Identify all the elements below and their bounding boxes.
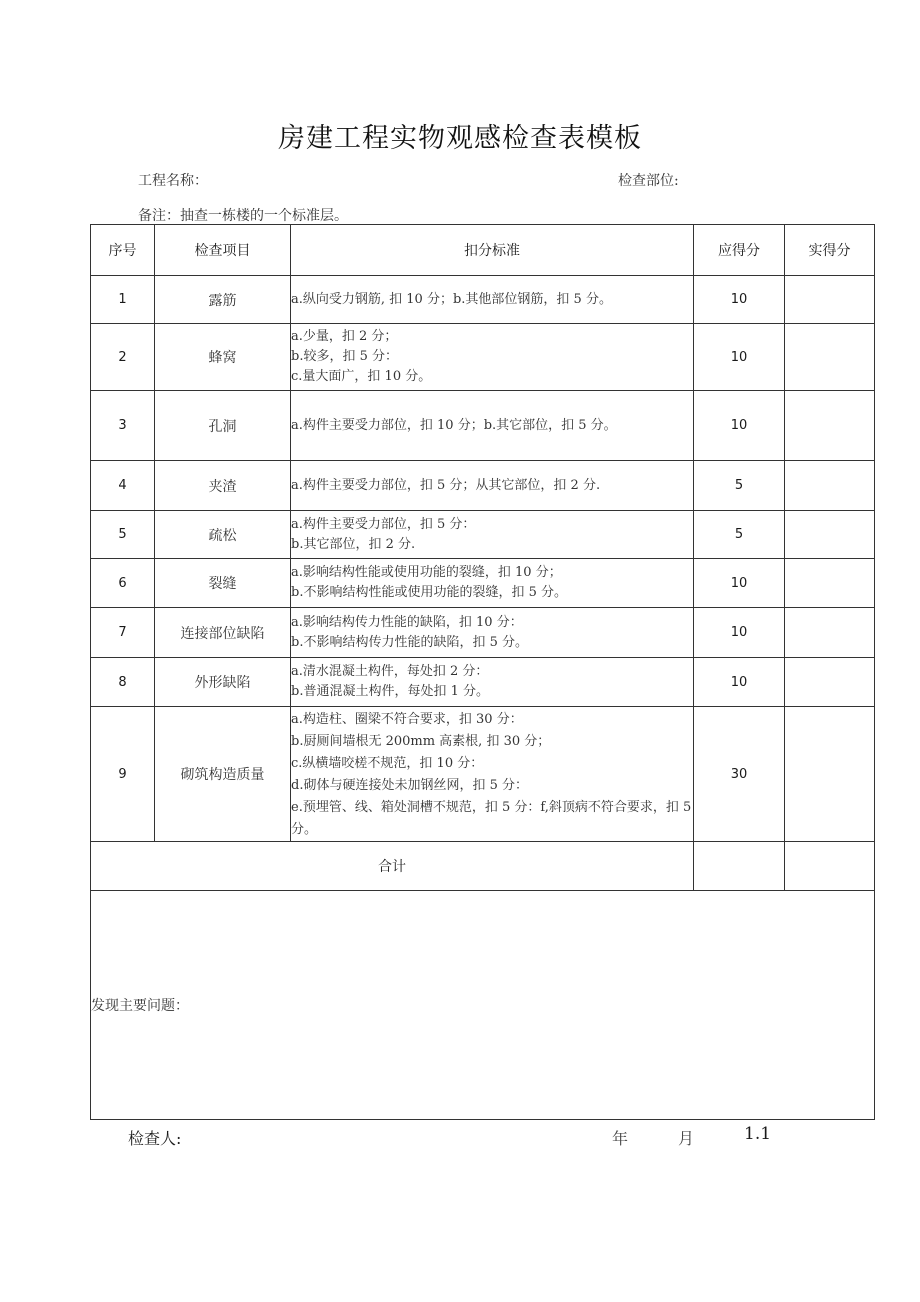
table-row <box>91 511 875 559</box>
row-item: 夹渣 <box>155 461 291 511</box>
row-item: 裂缝 <box>155 559 291 608</box>
row-actual-score[interactable] <box>785 608 875 658</box>
problems-field[interactable] <box>91 891 875 1120</box>
row-item: 孔洞 <box>155 391 291 461</box>
criteria-line: d.砌体与硬连接处未加钢丝网，扣 5 分： <box>291 778 528 793</box>
row-actual-score[interactable] <box>785 707 875 842</box>
row-item: 露筋 <box>155 276 291 324</box>
row-due-score: 5 <box>694 511 785 559</box>
header-actual-score: 实得分 <box>785 225 875 276</box>
header-item: 检查项目 <box>155 225 291 276</box>
row-index: 4 <box>91 461 155 511</box>
row-due-score: 30 <box>694 707 785 842</box>
row-due-score: 10 <box>694 559 785 608</box>
row-item: 蜂窝 <box>155 324 291 391</box>
criteria-line: b.厨厕间墙根无 200mm 高素根, 扣 30 分； <box>291 734 551 749</box>
row-item: 连接部位缺陷 <box>155 608 291 658</box>
row-index: 8 <box>91 658 155 707</box>
total-due-score[interactable] <box>694 842 785 891</box>
row-actual-score[interactable] <box>785 276 875 324</box>
row-criteria <box>291 658 694 707</box>
table-row <box>91 707 875 842</box>
project-name-label: 工程名称： <box>138 173 208 189</box>
row-criteria <box>291 324 694 391</box>
header-index: 序号 <box>91 225 155 276</box>
total-row <box>91 842 875 891</box>
row-actual-score[interactable] <box>785 324 875 391</box>
row-actual-score[interactable] <box>785 391 875 461</box>
row-item: 外形缺陷 <box>155 658 291 707</box>
criteria-line: e.预埋管、线、箱处洞槽不规范，扣 5 分：f,斜顶病不符合要求，扣 5 分。 <box>291 800 692 837</box>
row-due-score: 10 <box>694 658 785 707</box>
row-criteria <box>291 559 694 608</box>
header-criteria: 扣分标准 <box>291 225 694 276</box>
table-row <box>91 391 875 461</box>
row-index: 6 <box>91 559 155 608</box>
criteria-line: c.量大面广，扣 10 分。 <box>291 369 432 384</box>
inspection-table <box>90 224 875 1120</box>
row-index: 5 <box>91 511 155 559</box>
row-item: 砌筑构造质量 <box>155 707 291 842</box>
header-due-score: 应得分 <box>694 225 785 276</box>
table-row <box>91 324 875 391</box>
table-row <box>91 608 875 658</box>
day-value: 1.1 <box>744 1124 772 1144</box>
problems-row <box>91 891 875 1120</box>
criteria-line: a.影响结构性能或使用功能的裂缝，扣 10 分； <box>291 565 562 580</box>
header-row <box>91 225 875 276</box>
criteria-line: b.其它部位，扣 2 分. <box>291 536 416 552</box>
criteria-line: b.较多，扣 5 分： <box>291 349 398 364</box>
row-due-score: 10 <box>694 608 785 658</box>
row-actual-score[interactable] <box>785 658 875 707</box>
row-index: 2 <box>91 324 155 391</box>
criteria-line: a.影响结构传力性能的缺陷，扣 10 分： <box>291 614 523 630</box>
row-criteria <box>291 461 694 511</box>
problems-label: 发现主要问题： <box>91 998 189 1014</box>
row-criteria <box>291 608 694 658</box>
inspector-label: 检查人: <box>128 1129 182 1148</box>
row-actual-score[interactable] <box>785 461 875 511</box>
criteria-line: b.不影响结构传力性能的缺陷，扣 5 分。 <box>291 634 528 650</box>
row-actual-score[interactable] <box>785 559 875 608</box>
year-label: 年 <box>612 1129 629 1148</box>
criteria-line: b.不影响结构性能或使用功能的裂缝，扣 5 分。 <box>291 585 567 600</box>
row-index: 7 <box>91 608 155 658</box>
criteria-line: a.构件主要受力部位，扣 5 分；从其它部位，扣 2 分. <box>291 477 601 493</box>
table-row <box>91 658 875 707</box>
criteria-line: b.普通混凝土构件，每处扣 1 分。 <box>291 684 489 699</box>
criteria-line: c.纵横墙咬槎不规范，扣 10 分： <box>291 756 484 771</box>
total-label: 合计 <box>91 842 694 891</box>
page-title: 房建工程实物观感检查表模板 <box>278 123 642 154</box>
remark-note: 备注：抽查一栋楼的一个标准层。 <box>138 208 348 224</box>
row-criteria <box>291 276 694 324</box>
month-label: 月 <box>678 1129 695 1148</box>
row-criteria <box>291 391 694 461</box>
row-criteria <box>291 707 694 842</box>
criteria-line: a.构件主要受力部位，扣 10 分；b.其它部位，扣 5 分。 <box>291 417 617 433</box>
row-actual-score[interactable] <box>785 511 875 559</box>
table-row <box>91 276 875 324</box>
criteria-line: a.清水混凝土构件，每处扣 2 分： <box>291 664 489 679</box>
row-criteria <box>291 511 694 559</box>
row-index: 1 <box>91 276 155 324</box>
row-due-score: 10 <box>694 324 785 391</box>
total-actual-score[interactable] <box>785 842 875 891</box>
row-index: 9 <box>91 707 155 842</box>
row-index: 3 <box>91 391 155 461</box>
table-row <box>91 461 875 511</box>
row-due-score: 10 <box>694 276 785 324</box>
criteria-line: a.构件主要受力部位，扣 5 分： <box>291 516 476 532</box>
criteria-line: a.少量，扣 2 分； <box>291 329 398 344</box>
row-due-score: 5 <box>694 461 785 511</box>
row-item: 疏松 <box>155 511 291 559</box>
row-due-score: 10 <box>694 391 785 461</box>
criteria-line: a.构造柱、圈梁不符合要求，扣 30 分： <box>291 712 523 727</box>
table-row <box>91 559 875 608</box>
criteria-line: a.纵向受力钢筋, 扣 10 分；b.其他部位钢筋，扣 5 分。 <box>291 291 612 307</box>
inspection-part-label: 检查部位: <box>618 173 679 189</box>
